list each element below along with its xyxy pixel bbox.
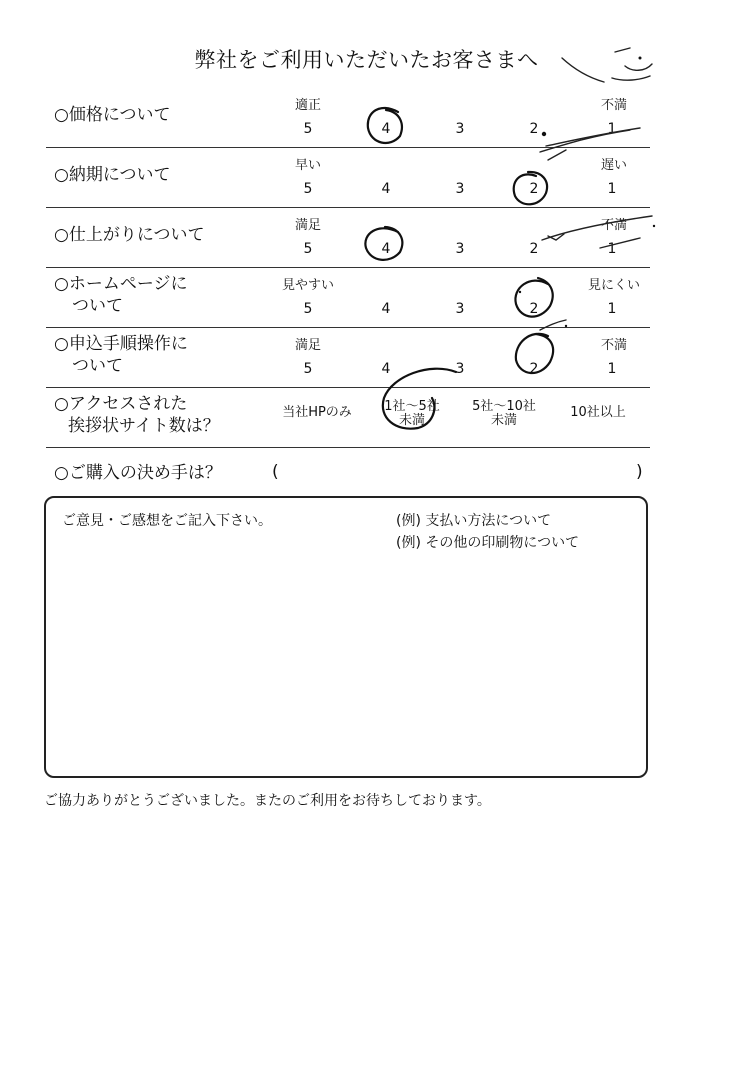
scale-option-3[interactable]: 3 — [455, 361, 465, 377]
comment-box[interactable] — [44, 496, 648, 778]
scale-left-label: 早い — [294, 158, 322, 173]
scale-option-3[interactable]: 3 — [455, 241, 465, 257]
scale-right-label: 見にくい — [587, 278, 641, 293]
thank-you-note: ご協力ありがとうございました。またのご利用をお待ちしております。 — [44, 793, 491, 809]
form-title: 弊社をご利用いただいたお客さまへ — [194, 48, 539, 72]
survey-questions — [46, 88, 650, 498]
scale-option-2[interactable]: 2 — [529, 121, 539, 137]
question-label: ○ご購入の決め手は？ — [54, 463, 222, 483]
question-label: ○納期について — [54, 165, 171, 185]
scale-option-2[interactable]: 2 — [529, 301, 539, 317]
question-label-line2: 挨拶状サイト数は？ — [68, 416, 220, 436]
scale-option-3[interactable]: 3 — [455, 121, 465, 137]
question-label-line1: ○ホームページに — [54, 274, 188, 294]
question-label: ○価格について — [54, 105, 171, 125]
question-label-line1: ○アクセスされた — [54, 394, 188, 414]
answer-paren-open: ( — [272, 462, 279, 482]
scale-option-5[interactable]: 5 — [303, 301, 313, 317]
question-delivery — [46, 148, 650, 208]
scale-option-1[interactable]: 1 — [607, 361, 617, 377]
scale-right-label: 不満 — [600, 338, 628, 353]
scale-option-5[interactable]: 5 — [303, 241, 313, 257]
scale-option-5[interactable]: 5 — [303, 121, 313, 137]
access-option-own-hp[interactable]: 当社HPのみ — [282, 405, 352, 420]
scale-option-1[interactable]: 1 — [607, 241, 617, 257]
scale-right-label: 不満 — [600, 98, 628, 113]
scale-option-3[interactable]: 3 — [455, 301, 465, 317]
question-label: ○仕上がりについて — [54, 225, 205, 245]
question-homepage — [46, 268, 650, 328]
scale-option-1[interactable]: 1 — [607, 301, 617, 317]
scale-right-label: 遅い — [600, 158, 628, 173]
question-label-line1: ○申込手順操作に — [54, 334, 188, 354]
question-label-line2: ついて — [72, 356, 123, 376]
scale-option-1[interactable]: 1 — [607, 181, 617, 197]
question-access-sites — [46, 388, 650, 448]
scale-left-label: 満足 — [294, 218, 322, 233]
answer-paren-close: ) — [636, 462, 643, 482]
scale-option-4[interactable]: 4 — [381, 241, 391, 257]
scale-option-5[interactable]: 5 — [303, 361, 313, 377]
scale-option-4[interactable]: 4 — [381, 121, 391, 137]
question-finish — [46, 208, 650, 268]
comment-example-1: (例) 支払い方法について — [396, 513, 552, 529]
scale-option-1[interactable]: 1 — [607, 121, 617, 137]
question-label-line2: ついて — [72, 296, 123, 316]
scale-option-4[interactable]: 4 — [381, 301, 391, 317]
access-option-1-5[interactable]: 1社～5社 未満 — [384, 399, 440, 428]
question-price — [46, 88, 650, 148]
scale-option-2[interactable]: 2 — [529, 181, 539, 197]
scale-option-4[interactable]: 4 — [381, 181, 391, 197]
question-procedure — [46, 328, 650, 388]
scale-right-label: 不満 — [600, 218, 628, 233]
access-option-10-plus[interactable]: 10社以上 — [570, 405, 626, 420]
scale-option-2[interactable]: 2 — [529, 361, 539, 377]
access-option-5-10[interactable]: 5社～10社 未満 — [472, 399, 536, 428]
scale-left-label: 満足 — [294, 338, 322, 353]
comment-prompt: ご意見・ご感想をご記入下さい。 — [62, 513, 272, 529]
scale-left-label: 適正 — [294, 98, 322, 113]
scale-option-5[interactable]: 5 — [303, 181, 313, 197]
scale-option-4[interactable]: 4 — [381, 361, 391, 377]
scale-option-2[interactable]: 2 — [529, 241, 539, 257]
question-purchase-reason — [46, 448, 650, 498]
scale-option-3[interactable]: 3 — [455, 181, 465, 197]
comment-example-2: (例) その他の印刷物について — [396, 535, 580, 551]
scale-left-label: 見やすい — [281, 278, 335, 293]
